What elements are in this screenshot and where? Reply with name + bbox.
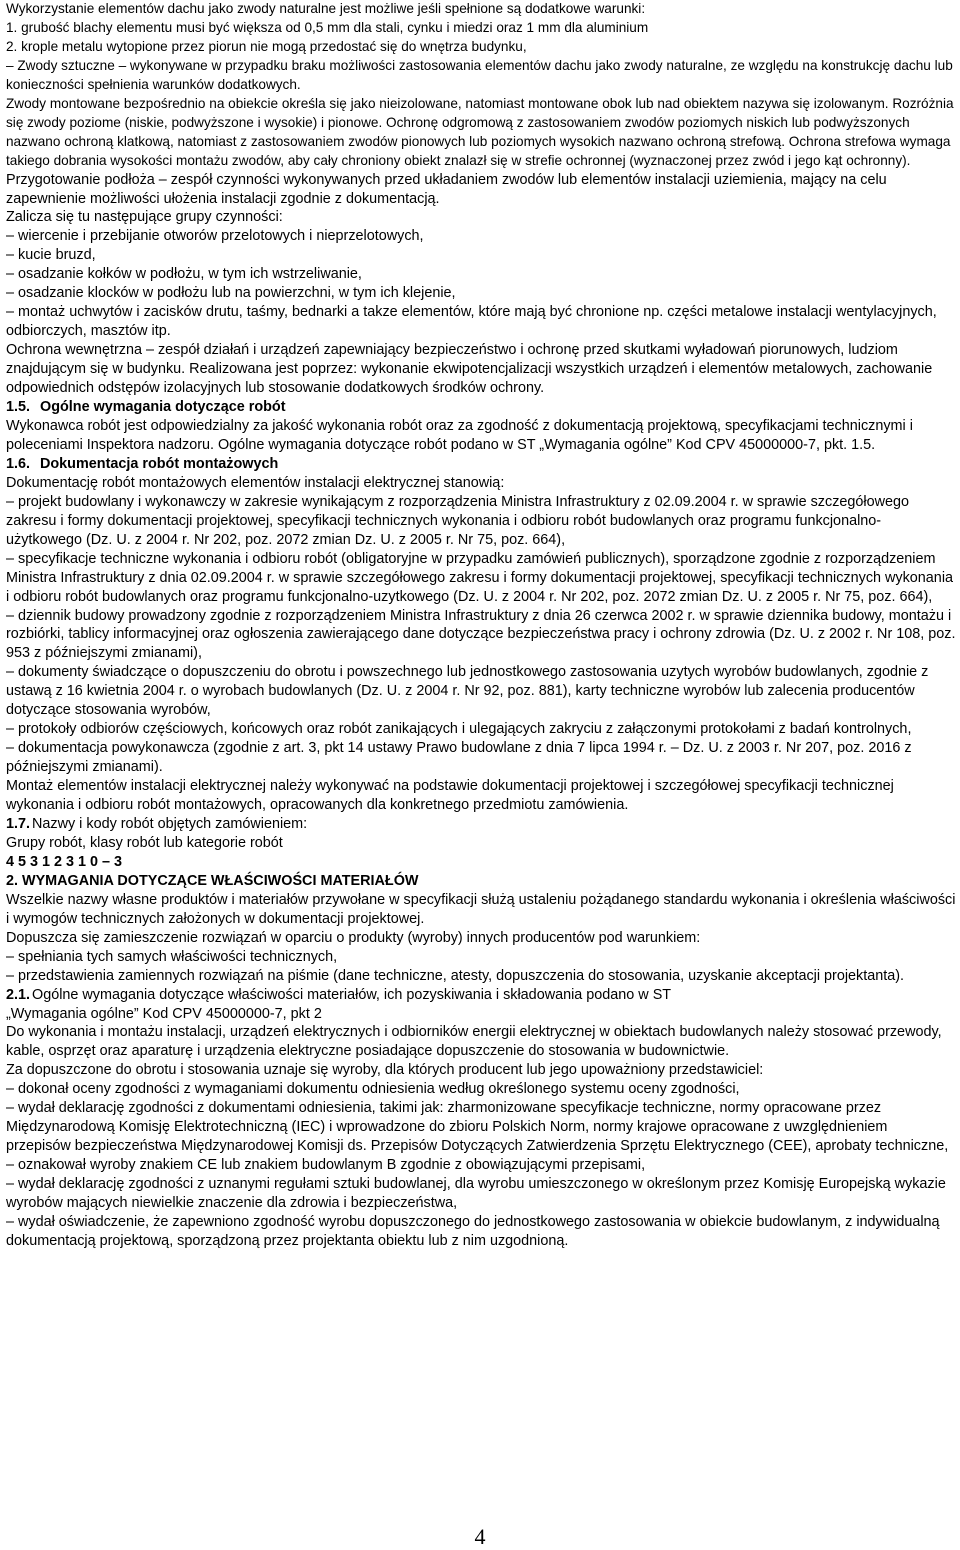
section-heading-2-1 [6, 986, 956, 1005]
documentation-intro: Dokumentację robót montażowych elementów instalacji elektrycznej stanowią: [6, 474, 505, 491]
section-number: 2.1. [6, 986, 31, 1003]
section-number: 1.7. [6, 815, 31, 832]
list-item: – kucie bruzd, [6, 247, 96, 264]
rods-mounting-paragraph: Zwody montowane bezpośrednio na obiekcie określa się jako nieizolowane, natomiast montowane obok lub nad obiektem nazywa się izolowanym. Rozróżnia się zwody poziome (niskie, podwyższone i wysokie) i pionowe. Ochronę odgromową z zastosowaniem zwodów poziomych niskich lub podwyższonych nazwano ochroną klatkową, natomiast z zastosowaniem zwodów pionowych lub poziomych wysokich nazwano ochroną strefową. Ochrona strefowa wymaga takiego dobrania wysokości montażu zwodów, aby cały chroniony obiekt znalazł się w strefie ochronnej (wyznaczonej przez zwód i jego kąt ochronny). [6, 95, 954, 168]
internal-protection-paragraph: Ochrona wewnętrzna – zespół działań i urządzeń zapewniający bezpieczeństwo i ochronę przed skutkami wyładowań piorunowych, ludziom znajdującym się w budynku. Realizowana jest poprzez: wykonanie ekwipotencjalizacji wszystkich urządzeń i elementów metalowych, zachowanie odpowiednich odstępów izolacyjnych lub stosowanie dodatkowych środków ochrony. [6, 342, 933, 397]
list-item: – dokumenty świadczące o dopuszczeniu do obrotu i powszechnego lub jednostkowego zastosowania uzytych wyrobów budowlanych, zgodnie z ustawą z 16 kwietnia 2004 r. o wyrobach budowlanych (Dz. U. z 2004 r. Nr 92, poz. 881), karty techniczne wyrobów lub zalecenia producentów dotyczące stosowania wyrobów, [6, 664, 929, 719]
list-item: – protokoły odbiorów częściowych, końcowych oraz robót zanikających i ulegających zakryciu z załączonymi protokołami z badań kontrolnych, [6, 721, 912, 738]
contractor-responsibility-paragraph: Wykonawca robót jest odpowiedzialny za jakość wykonania robót oraz za zgodność z dokumentacją projektową, specyfikacjami technicznymi i poleceniami Inspektora nadzoru. Ogólne wymagania dotyczące robót podano w ST „Wymagania ogólne” Kod CPV 45000000-7, pkt. 1.5. [6, 417, 913, 453]
section-title: Nazwy i kody robót objętych zamówieniem: [32, 815, 308, 832]
section-number: 1.6. [6, 455, 31, 472]
list-item: – wiercenie i przebijanie otworów przelotowych i nieprzelotowych, [6, 228, 424, 245]
list-item: – wydał oświadczenie, że zapewniono zgodność wyrobu dopuszczonego do jednostkowego zastosowania w obiekcie budowlanym, z indywidualną dokumentacją projektową, sporządzoną przez projektanta obiektu lub z nim uzgodnioną. [6, 1214, 940, 1249]
general-requirements-reference: „Wymagania ogólne” Kod CPV 45000000-7, pkt 2 [6, 1005, 322, 1022]
section-title: Dokumentacja robót montażowych [40, 455, 279, 472]
list-item: – osadzanie klocków w podłożu lub na powierzchni, w tym ich klejenie, [6, 285, 456, 302]
page-number: 4 [474, 1524, 486, 1549]
list-item: – specyfikacje techniczne wykonania i odbioru robót (obligatoryjne w przypadku zamówień publicznych), sporządzone zgodnie z rozporządzeniem Ministra Infrastruktury z dnia 02.09.2004 r. w sprawie szczegółowego zakresu i formy dokumentacji projektowej, specyfikacji technicznych wykonania i odbioru robót budowlanych oraz programu funkcjonalno-uzytkowego (Dz. U. z 2004 r. Nr 202, poz. 2072 zmian Dz. U. z 2005 r. Nr 75, poz. 664), [6, 550, 954, 605]
list-item: – osadzanie kołków w podłożu, w tym ich wstrzeliwanie, [6, 266, 362, 283]
list-item: – dokumentacja powykonawcza (zgodnie z art. 3, pkt 14 ustawy Prawo budowlane z dnia 7 lipca 1994 r. – Dz. U. z 2003 r. Nr 207, poz. 2016 z późniejszymi zmianami). [6, 740, 912, 776]
list-item: – dziennik budowy prowadzony zgodnie z rozporządzeniem Ministra Infrastruktury z dnia 26 czerwca 2002 r. w sprawie dziennika budowy, montażu i rozbiórki, tablicy informacyjnej oraz ogłoszenia zawierającego dane dotyczące bezpieczeństwa pracy i ochrony zdrowia (Dz. U. z 2002 r. Nr 108, poz. 953 z późniejszymi zmianami), [6, 607, 956, 662]
list-item: – przedstawienia zamiennych rozwiązań na piśmie (dane techniczne, atesty, dopuszczenia do stosowania, uzyskanie akceptacji projektanta). [6, 967, 905, 984]
section-heading-1-6 [6, 455, 956, 474]
list-item: – wydał deklarację zgodności z dokumentami odniesienia, takimi jak: zharmonizowane specyfikacje techniczne, normy opracowane przez Międzynarodową Komisję Elektrotechniczną (IEC) i wprowadzone do zbioru Polskich Norm, normy krajowe opracowane z uwzględnieniem przepisów bezpieczeństwa Międzynarodowej Komisji ds. Przepisów Dotyczących Zatwierdzenia Sprzętu Elektrycznego (CEE), aprobaty techniczne, [6, 1100, 949, 1155]
section-heading-1-7 [6, 815, 956, 834]
document-page [6, 0, 956, 1251]
condition-1: 1. grubość blachy elementu musi być większa od 0,5 mm dla stali, cynku i miedzi oraz 1 mm dla aluminium [6, 19, 649, 35]
alternatives-intro: Dopuszcza się zamieszczenie rozwiązań w oparciu o produkty (wyroby) innych producentów pod warunkiem: [6, 929, 701, 946]
list-item: – montaż uchwytów i zacisków drutu, taśmy, bednarki a takze elementów, które mają być chronione np. części metalowe instalacji wentylacyjnych, odbiorczych, masztów itp. [6, 304, 937, 340]
activity-groups-intro: Zalicza się tu następujące grupy czynności: [6, 209, 283, 226]
section-heading-1-5 [6, 398, 956, 417]
section-title: Ogólne wymagania dotyczące właściwości materiałów, ich pozyskiwania i składowania podano w ST [32, 986, 672, 1003]
list-item: – oznakował wyroby znakiem CE lub znakiem budowlanym B zgodnie z obowiązującymi przepisami, [6, 1157, 646, 1174]
work-groups-label: Grupy robót, klasy robót lub kategorie robót [6, 834, 283, 851]
materials-paragraph: Do wykonania i montażu instalacji, urządzeń elektrycznych i odbiorników energii elektrycznej w obiektach budowlanych należy stosować przewody, kable, osprzęt oraz aparaturę i urządzenia elektryczne posiadające dopuszczenie do stosowania w budownictwie. [6, 1024, 942, 1060]
intro-conditions: Wykorzystanie elementów dachu jako zwody naturalne jest możliwe jeśli spełnione są dodatkowe warunki: [6, 1, 646, 16]
list-item: – spełniania tych samych właściwości technicznych, [6, 948, 338, 965]
substrate-preparation-paragraph: Przygotowanie podłoża – zespół czynności wykonywanych przed układaniem zwodów lub elementów instalacji uziemienia, mający na celu zapewnienie możliwości ułożenia instalacji zgodnie z dokumentacją. [6, 171, 887, 207]
condition-2: 2. krople metalu wytopione przez piorun nie mogą przedostać się do wnętrza budynku, [6, 38, 527, 54]
list-item: – dokonał oceny zgodności z wymaganiami dokumentu odniesienia według określonego systemu oceny zgodności, [6, 1081, 740, 1098]
section-number: 1.5. [6, 399, 31, 416]
cpv-code: 4 5 3 1 2 3 1 0 – 3 [6, 853, 123, 870]
list-item: – projekt budowlany i wykonawczy w zakresie wynikającym z rozporządzenia Ministra Infrastruktury z 02.09.2004 r. w sprawie szczegółowego zakresu i formy dokumentacji projektowej, specyfikacji technicznych wykonania i odbioru robót budowlanych oraz programu funkcjonalno-użytkowego (Dz. U. z 2004 r. Nr 202, poz. 2072 zmian Dz. U. z 2005 r. Nr 75, poz. 664), [6, 493, 910, 548]
section-heading-2: 2. WYMAGANIA DOTYCZĄCE WŁAŚCIWOŚCI MATERIAŁÓW [6, 872, 419, 889]
artificial-rods-item: – Zwody sztuczne – wykonywane w przypadku braku możliwości zastosowania elementów dachu jako zwody naturalne, ze względu na konstrukcję dachu lub konieczności spełnienia warunków dodatkowych. [6, 57, 953, 92]
section-title: Ogólne wymagania dotyczące robót [40, 399, 286, 416]
assembly-paragraph: Montaż elementów instalacji elektrycznej należy wykonywać na podstawie dokumentacji projektowej i szczegółowej specyfikacji technicznej wykonania i odbioru robót montażowych, opracowanych dla konkretnego przedmiotu zamówienia. [6, 778, 894, 814]
approved-products-intro: Za dopuszczone do obrotu i stosowania uznaje się wyroby, dla których producent lub jego upoważniony przedstawiciel: [6, 1062, 764, 1079]
proper-names-paragraph: Wszelkie nazwy własne produktów i materiałów przywołane w specyfikacji służą ustaleniu pożądanego standardu wykonania i określenia właściwości i wymogów technicznych założonych w dokumentacji projektowej. [6, 891, 956, 927]
list-item: – wydał deklarację zgodności z uznanymi regułami sztuki budowlanej, dla wyrobu umieszczonego w określonym przez Komisję Europejską wykazie wyrobów mających niewielkie znaczenie dla zdrowia i bezpieczeństwa, [6, 1176, 946, 1212]
